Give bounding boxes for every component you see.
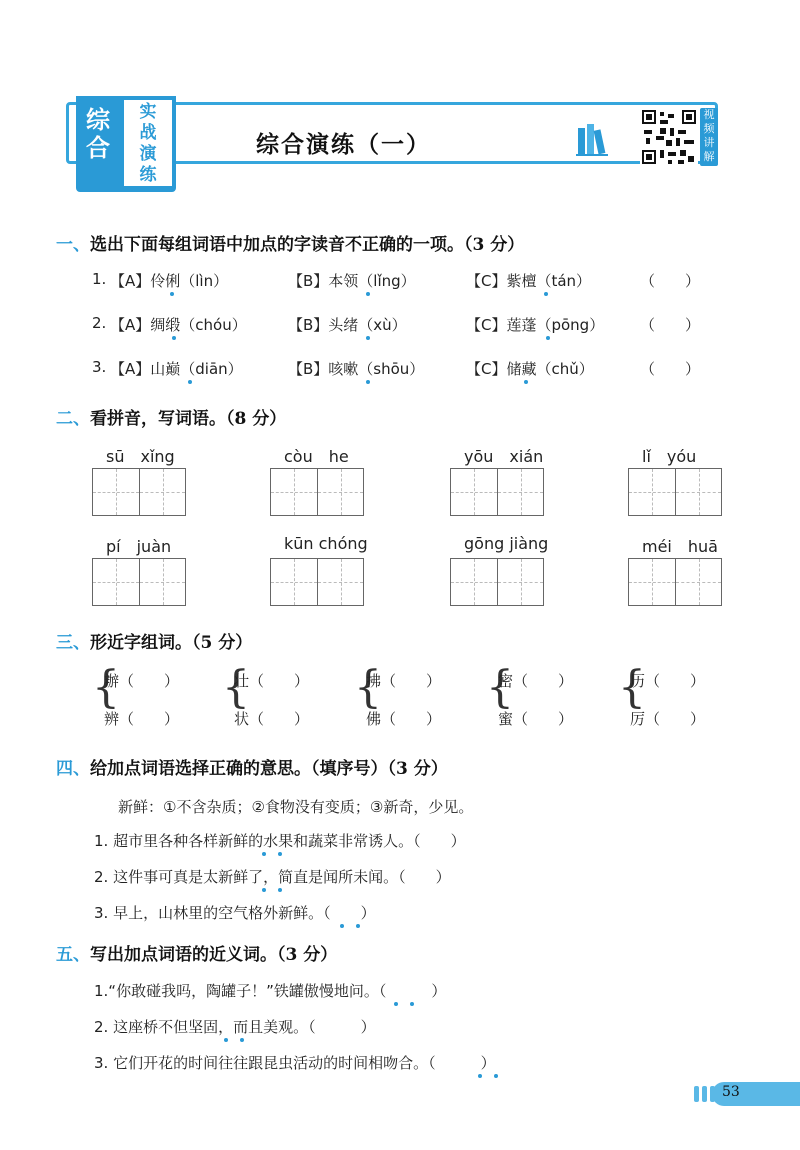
q5-item-3: 3. 它们开花的时间往往跟昆虫活动的时间相吻合。（ ）	[94, 1054, 496, 1072]
q4-item-2: 2. 这件事可真是太新鲜了，简直是闻所未闻。（ ）	[94, 868, 451, 886]
emphasis-dot	[366, 292, 370, 296]
pinyin-prompt: sū xǐng	[106, 447, 175, 466]
emphasis-dot	[366, 380, 370, 384]
stripe-decoration-icon	[692, 1084, 718, 1104]
emphasis-dot	[340, 924, 344, 928]
writing-cell[interactable]	[139, 559, 185, 605]
char-pair-top: 密（ ）	[498, 672, 574, 690]
pinyin-prompt: còu he	[284, 447, 349, 466]
q1-answer-blank: （ ）	[640, 360, 701, 378]
q1-option-b: 【B】咳嗽（shōu）	[288, 360, 425, 378]
badge-small-text	[124, 100, 172, 186]
emphasis-dot	[262, 852, 266, 856]
video-explanation-label: 视频讲解	[700, 108, 718, 166]
char-pair-top: 辦（ ）	[104, 672, 180, 690]
char-pair-top: 历（ ）	[630, 672, 706, 690]
section-3-title: 三、形近字组词。（5 分）	[56, 633, 253, 653]
brace-icon: {	[354, 662, 382, 713]
q1-option-c: 【C】储藏（chǔ）	[466, 360, 594, 378]
q1-answer-blank: （ ）	[640, 272, 701, 290]
pinyin-prompt: lǐ yóu	[642, 447, 697, 466]
writing-cell[interactable]	[317, 469, 363, 515]
pinyin-prompt: gōng jiàng	[464, 534, 549, 553]
brace-icon: {	[486, 662, 514, 713]
writing-grid[interactable]	[628, 558, 722, 606]
brace-icon: {	[222, 662, 250, 713]
writing-grid[interactable]	[628, 468, 722, 516]
q1-number: 1.	[92, 270, 107, 288]
emphasis-dot	[494, 1074, 498, 1078]
writing-cell[interactable]	[497, 469, 543, 515]
q4-intro: 新鲜：①不含杂质；②食物没有变质；③新奇，少见。	[118, 798, 474, 816]
char-pair-top: 拂（ ）	[366, 672, 442, 690]
emphasis-dot	[366, 336, 370, 340]
emphasis-dot	[170, 292, 174, 296]
header-banner	[66, 96, 718, 185]
q1-option-a: 【A】绸缎（chóu）	[110, 316, 247, 334]
q1-number: 2.	[92, 314, 107, 332]
writing-grid[interactable]	[92, 558, 186, 606]
section-5-title: 五、写出加点词语的近义词。（3 分）	[56, 945, 338, 965]
emphasis-dot	[356, 924, 360, 928]
char-pair-bottom: 辨（ ）	[104, 710, 180, 728]
writing-grid[interactable]	[450, 468, 544, 516]
pinyin-prompt: méi huā	[642, 537, 718, 556]
q1-option-b: 【B】本领（lǐng）	[288, 272, 416, 290]
emphasis-dot	[524, 380, 528, 384]
char-pair-bottom: 佛（ ）	[366, 710, 442, 728]
emphasis-dot	[278, 852, 282, 856]
books-icon	[574, 122, 610, 158]
writing-cell[interactable]	[675, 559, 721, 605]
pinyin-prompt: pí juàn	[106, 537, 172, 556]
section-badge	[76, 96, 176, 192]
q1-option-b: 【B】头绪（xù）	[288, 316, 407, 334]
char-pair-bottom: 状（ ）	[234, 710, 310, 728]
emphasis-dot	[188, 380, 192, 384]
writing-cell[interactable]	[629, 469, 675, 515]
writing-grid[interactable]	[450, 558, 544, 606]
writing-cell[interactable]	[451, 469, 497, 515]
page-number: 53	[722, 1084, 740, 1100]
char-pair-top: 壮（ ）	[234, 672, 310, 690]
writing-cell[interactable]	[93, 469, 139, 515]
emphasis-dot	[394, 1002, 398, 1006]
char-pair-bottom: 蜜（ ）	[498, 710, 574, 728]
writing-cell[interactable]	[497, 559, 543, 605]
q1-number: 3.	[92, 358, 107, 376]
writing-grid[interactable]	[270, 468, 364, 516]
char-pair-bottom: 厉（ ）	[630, 710, 706, 728]
writing-cell[interactable]	[629, 559, 675, 605]
emphasis-dot	[172, 336, 176, 340]
pinyin-prompt: kūn chóng	[284, 534, 368, 553]
q1-option-c: 【C】莲蓬（pōng）	[466, 316, 605, 334]
emphasis-dot	[240, 1038, 244, 1042]
q5-item-1: 1.“你敢碰我吗，陶罐子！”铁罐傲慢地问。（ ）	[94, 982, 447, 1000]
q4-item-3: 3. 早上，山林里的空气格外新鲜。（ ）	[94, 904, 376, 922]
emphasis-dot	[546, 336, 550, 340]
emphasis-dot	[410, 1002, 414, 1006]
q1-answer-blank: （ ）	[640, 316, 701, 334]
q5-item-2: 2. 这座桥不但坚固，而且美观。（ ）	[94, 1018, 376, 1036]
qr-code-icon[interactable]	[640, 108, 698, 166]
writing-cell[interactable]	[451, 559, 497, 605]
writing-cell[interactable]	[271, 469, 317, 515]
badge-big-text	[76, 106, 120, 162]
emphasis-dot	[224, 1038, 228, 1042]
q1-option-a: 【A】伶俐（lìn）	[110, 272, 229, 290]
emphasis-dot	[262, 888, 266, 892]
q4-item-1: 1. 超市里各种各样新鲜的水果和蔬菜非常诱人。（ ）	[94, 832, 466, 850]
writing-cell[interactable]	[93, 559, 139, 605]
q1-option-a: 【A】山巅（diān）	[110, 360, 243, 378]
q1-option-c: 【C】紫檀（tán）	[466, 272, 592, 290]
writing-grid[interactable]	[92, 468, 186, 516]
emphasis-dot	[478, 1074, 482, 1078]
section-1-title: 一、选出下面每组词语中加点的字读音不正确的一项。（3 分）	[56, 235, 525, 255]
badge-big-label: 综合	[86, 106, 110, 162]
section-2-title: 二、看拼音，写词语。（8 分）	[56, 409, 287, 429]
brace-icon: {	[618, 662, 646, 713]
section-4-title: 四、给加点词语选择正确的意思。（填序号）（3 分）	[56, 759, 448, 779]
badge-small-label: 实战演练	[139, 102, 157, 185]
writing-grid[interactable]	[270, 558, 364, 606]
pinyin-prompt: yōu xián	[464, 447, 544, 466]
writing-cell[interactable]	[139, 469, 185, 515]
page-title: 综合演练（一）	[256, 132, 431, 158]
writing-cell[interactable]	[675, 469, 721, 515]
brace-icon: {	[92, 662, 120, 713]
emphasis-dot	[544, 292, 548, 296]
emphasis-dot	[278, 888, 282, 892]
writing-cell[interactable]	[271, 559, 317, 605]
writing-cell[interactable]	[317, 559, 363, 605]
